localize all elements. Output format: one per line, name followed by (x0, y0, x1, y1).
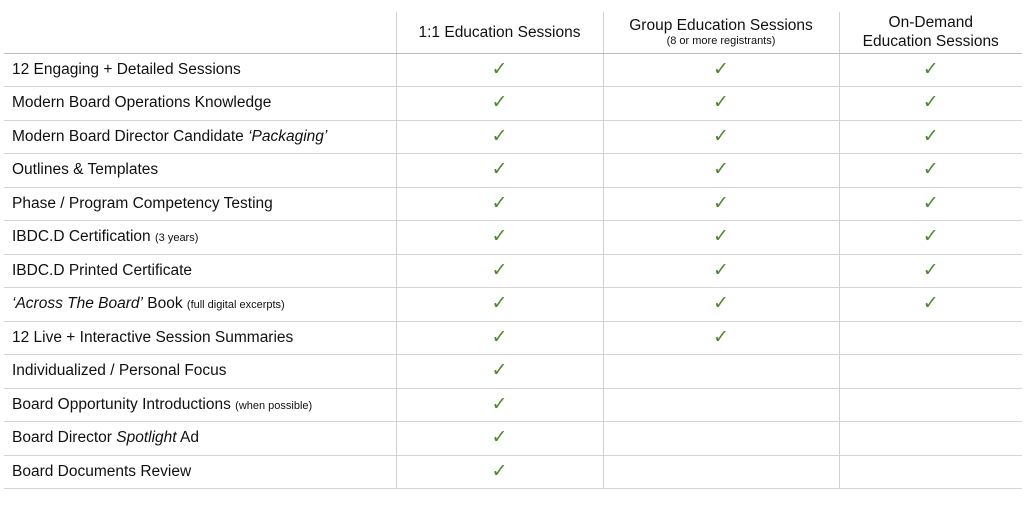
cell-group (603, 221, 839, 255)
table-row (4, 187, 1022, 221)
checkmark-icon: ✓ (713, 325, 729, 348)
cell-group (603, 154, 839, 188)
cell-group (603, 288, 839, 322)
table-row (4, 355, 1022, 389)
cell-on-demand (839, 221, 1022, 255)
table-row (4, 422, 1022, 456)
cell-group (603, 422, 839, 456)
cell-group (603, 355, 839, 389)
feature-label (4, 355, 396, 389)
cell-on-demand (839, 355, 1022, 389)
header-on-demand (839, 12, 1022, 53)
feature-label (4, 455, 396, 489)
cell-on-demand (839, 321, 1022, 355)
comparison-table (4, 12, 1022, 489)
feature-label-text: IBDC.D Certification (12, 228, 155, 246)
header-group-title: Group Education Sessions (629, 17, 813, 35)
cell-on-demand (839, 187, 1022, 221)
feature-label-note: (when possible) (235, 399, 313, 412)
cell-one-on-one (396, 87, 603, 121)
cell-group (603, 120, 839, 154)
cell-on-demand (839, 87, 1022, 121)
feature-label-note: (full digital excerpts) (186, 299, 285, 312)
checkmark-icon: ✓ (713, 225, 729, 248)
cell-one-on-one (396, 455, 603, 489)
header-one-on-one-title: 1:1 Education Sessions (418, 23, 581, 41)
checkmark-icon: ✓ (491, 91, 508, 114)
cell-on-demand (839, 53, 1022, 87)
checkmark-icon: ✓ (922, 91, 939, 114)
checkmark-icon: ✓ (713, 124, 729, 147)
checkmark-icon: ✓ (491, 225, 508, 248)
checkmark-icon: ✓ (491, 258, 508, 281)
checkmark-icon: ✓ (713, 292, 729, 315)
checkmark-icon: ✓ (713, 57, 729, 80)
feature-label-text: Board Opportunity Introductions (12, 395, 236, 413)
feature-label (4, 388, 396, 422)
feature-label-text: Phase / Program Competency Testing (12, 194, 273, 212)
table-row (4, 455, 1022, 489)
feature-label-emphasis: Spotlight (116, 429, 177, 447)
feature-label (4, 187, 396, 221)
feature-label-text: 12 Live + Interactive Session Summaries (12, 328, 294, 346)
feature-label-text: Outlines & Templates (12, 161, 159, 179)
checkmark-icon: ✓ (491, 57, 508, 80)
cell-group (603, 87, 839, 121)
checkmark-icon: ✓ (491, 325, 508, 348)
cell-one-on-one (396, 53, 603, 87)
cell-one-on-one (396, 254, 603, 288)
header-group (603, 12, 839, 53)
cell-group (603, 187, 839, 221)
cell-one-on-one (396, 120, 603, 154)
checkmark-icon: ✓ (713, 191, 729, 214)
feature-label (4, 221, 396, 255)
header-row (4, 12, 1022, 53)
checkmark-icon: ✓ (922, 258, 939, 281)
header-one-on-one (396, 12, 603, 53)
feature-label-text: IBDC.D Printed Certificate (12, 261, 193, 279)
feature-label-text: 12 Engaging + Detailed Sessions (12, 60, 241, 78)
cell-on-demand (839, 154, 1022, 188)
cell-on-demand (839, 455, 1022, 489)
cell-one-on-one (396, 321, 603, 355)
checkmark-icon: ✓ (713, 258, 729, 281)
table-row (4, 87, 1022, 121)
checkmark-icon: ✓ (922, 124, 939, 147)
checkmark-icon: ✓ (491, 292, 508, 315)
table-body (4, 53, 1022, 489)
checkmark-icon: ✓ (922, 191, 939, 214)
cell-group (603, 321, 839, 355)
feature-label (4, 87, 396, 121)
feature-label (4, 288, 396, 322)
table-row (4, 288, 1022, 322)
cell-group (603, 455, 839, 489)
checkmark-icon: ✓ (713, 91, 729, 114)
feature-label-text: Modern Board Operations Knowledge (12, 94, 272, 112)
cell-one-on-one (396, 288, 603, 322)
feature-label-text: Ad (176, 429, 199, 447)
checkmark-icon: ✓ (922, 225, 939, 248)
feature-label (4, 321, 396, 355)
feature-label (4, 254, 396, 288)
cell-group (603, 254, 839, 288)
cell-one-on-one (396, 154, 603, 188)
feature-label (4, 422, 396, 456)
feature-label-text: Board Documents Review (12, 462, 192, 480)
checkmark-icon: ✓ (922, 292, 939, 315)
feature-label-emphasis: ‘Packaging’ (248, 127, 328, 145)
table-row (4, 53, 1022, 87)
checkmark-icon: ✓ (491, 158, 508, 181)
checkmark-icon: ✓ (922, 57, 939, 80)
cell-one-on-one (396, 221, 603, 255)
feature-label-note: (3 years) (154, 232, 199, 245)
checkmark-icon: ✓ (922, 158, 939, 181)
checkmark-icon: ✓ (491, 124, 508, 147)
cell-on-demand (839, 254, 1022, 288)
cell-group (603, 53, 839, 87)
header-group-subtitle: (8 or more registrants) (666, 35, 776, 48)
cell-on-demand (839, 388, 1022, 422)
checkmark-icon: ✓ (713, 158, 729, 181)
feature-label-text: Board Director (12, 429, 117, 447)
checkmark-icon: ✓ (491, 191, 508, 214)
feature-label-text: Modern Board Director Candidate (12, 127, 249, 145)
cell-one-on-one (396, 388, 603, 422)
table-row (4, 120, 1022, 154)
feature-label-text: Book (142, 295, 187, 313)
checkmark-icon: ✓ (491, 426, 508, 449)
table-row (4, 254, 1022, 288)
cell-group (603, 388, 839, 422)
cell-one-on-one (396, 187, 603, 221)
header-on-demand-title-line2: Education Sessions (862, 33, 999, 51)
checkmark-icon: ✓ (491, 392, 508, 415)
table-row (4, 321, 1022, 355)
table-row (4, 388, 1022, 422)
cell-on-demand (839, 422, 1022, 456)
header-on-demand-title: On-Demand (888, 14, 973, 32)
checkmark-icon: ✓ (491, 459, 508, 482)
table-row (4, 221, 1022, 255)
cell-on-demand (839, 120, 1022, 154)
checkmark-icon: ✓ (491, 359, 508, 382)
feature-label-emphasis: ‘Across The Board’ (12, 295, 143, 313)
header-blank-cell (4, 12, 396, 53)
cell-one-on-one (396, 355, 603, 389)
cell-on-demand (839, 288, 1022, 322)
cell-one-on-one (396, 422, 603, 456)
feature-label (4, 154, 396, 188)
feature-label (4, 120, 396, 154)
table-row (4, 154, 1022, 188)
feature-label-text: Individualized / Personal Focus (12, 362, 227, 380)
feature-label (4, 53, 396, 87)
